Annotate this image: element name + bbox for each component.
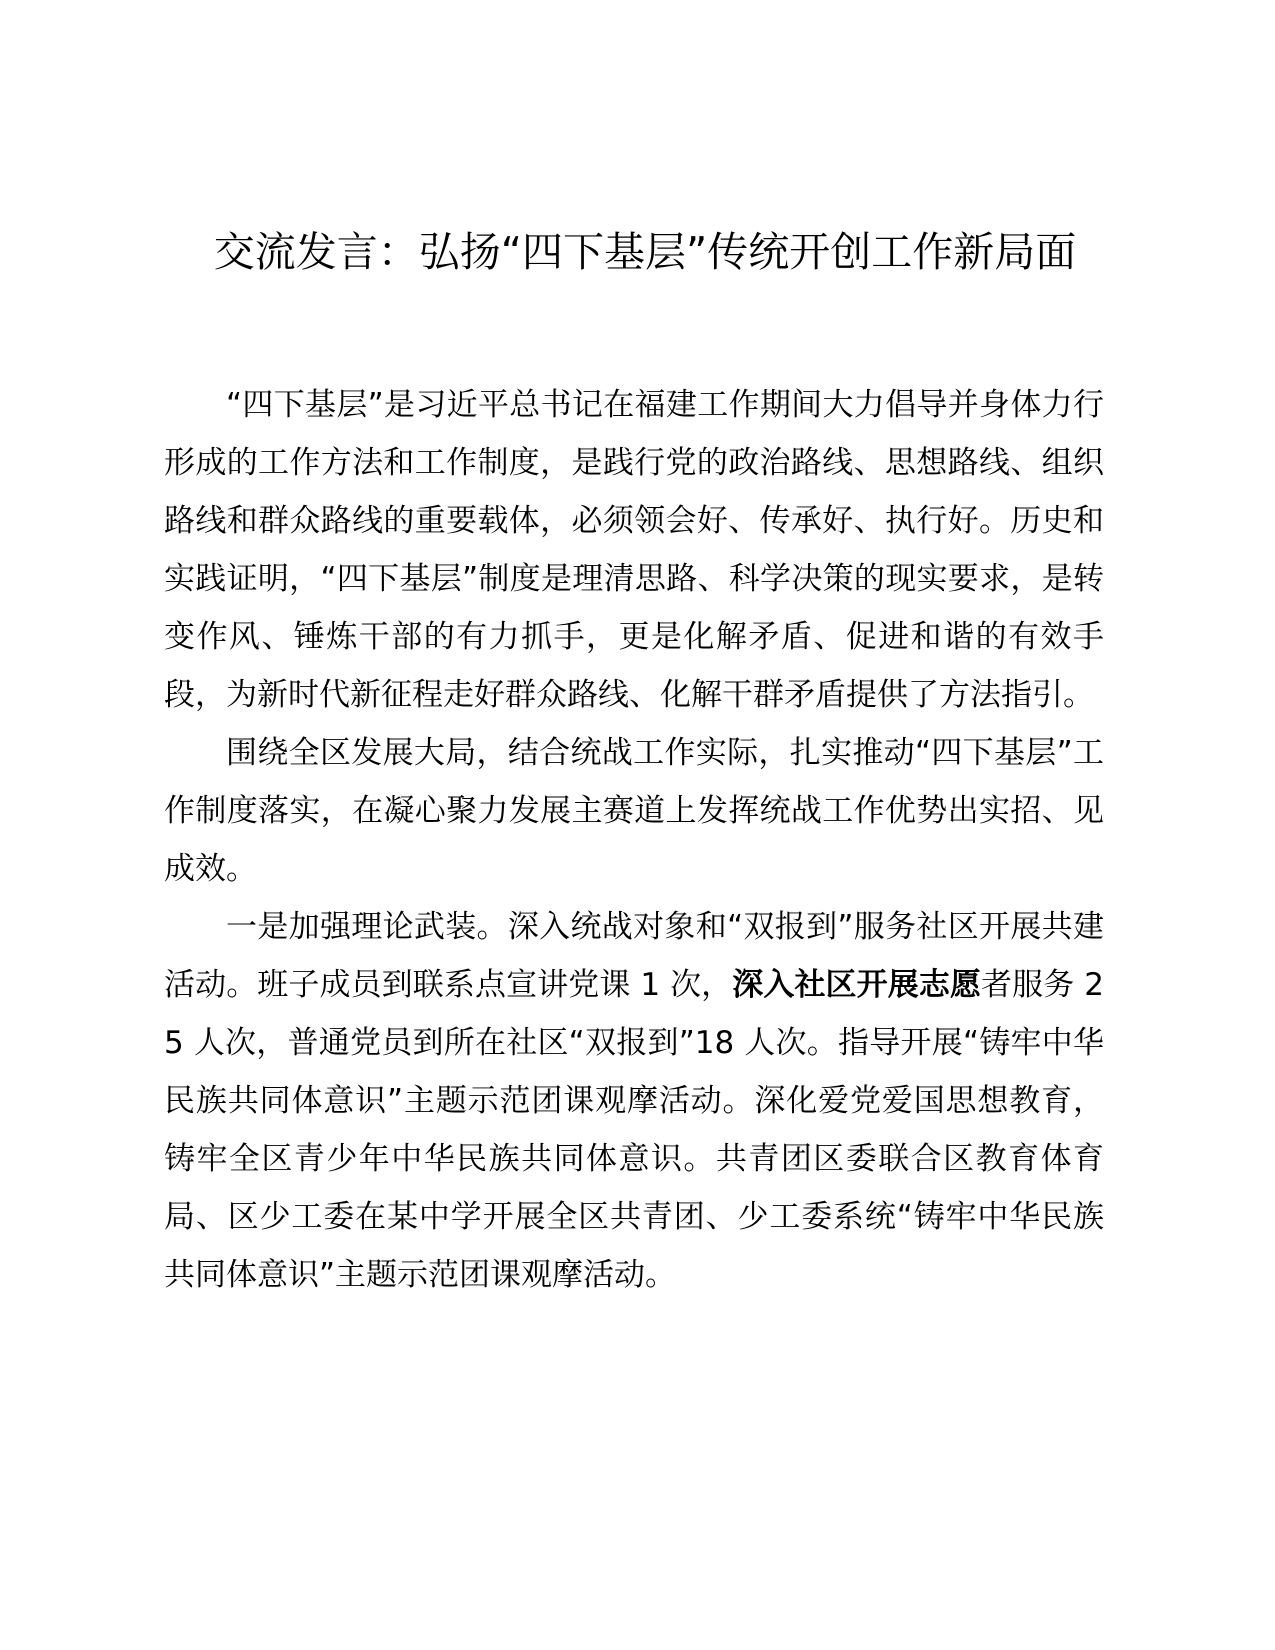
paragraph-overview: 围绕全区发展大局，结合统战工作实际，扎实推动“四下基层”工作制度落实，在凝心聚力发展主赛道上发挥统战工作优势出实招、见成效。 (164, 735, 1104, 887)
document-title: 交流发言：弘扬“四下基层”传统开创工作新局面 (213, 228, 1077, 276)
paragraph-theory-text-bold: 深入社区开展志愿 (732, 967, 982, 1003)
paragraph-theory-arming (164, 898, 1104, 1304)
document-body (164, 376, 1104, 1304)
paragraph-theory-text-start: 一是加强理论武装。深入统战对象和“双报到”服务社区开展共建活动。班子成员到联系点宣讲党课 1 次， (164, 909, 1104, 1003)
paragraph-intro: “四下基层”是习近平总书记在福建工作期间大力倡导并身体力行形成的工作方法和工作制度，是践行党的政治路线、思想路线、组织路线和群众路线的重要载体，必须领会好、传承好、执行好。历史和实践证明，“四下基层”制度是理清思路、科学决策的现实要求，是转变作风、锤炼干部的有力抓手，更是化解矛盾、促进和谐的有效手段，为新时代新征程走好群众路线、化解干群矛盾提供了方法指引。 (164, 387, 1104, 713)
paragraph-theory-text-end: 者服务 25 人次，普通党员到所在社区“双报到”18 人次。指导开展“铸牢中华民族共同体意识”主题示范团课观摩活动。深化爱党爱国思想教育，铸牢全区青少年中华民族共同体意识。共青团区委联合区教育体育局、区少工委在某中学开展全区共青团、少工委系统“铸牢中华民族共同体意识”主题示范团课观摩活动。 (164, 967, 1105, 1293)
